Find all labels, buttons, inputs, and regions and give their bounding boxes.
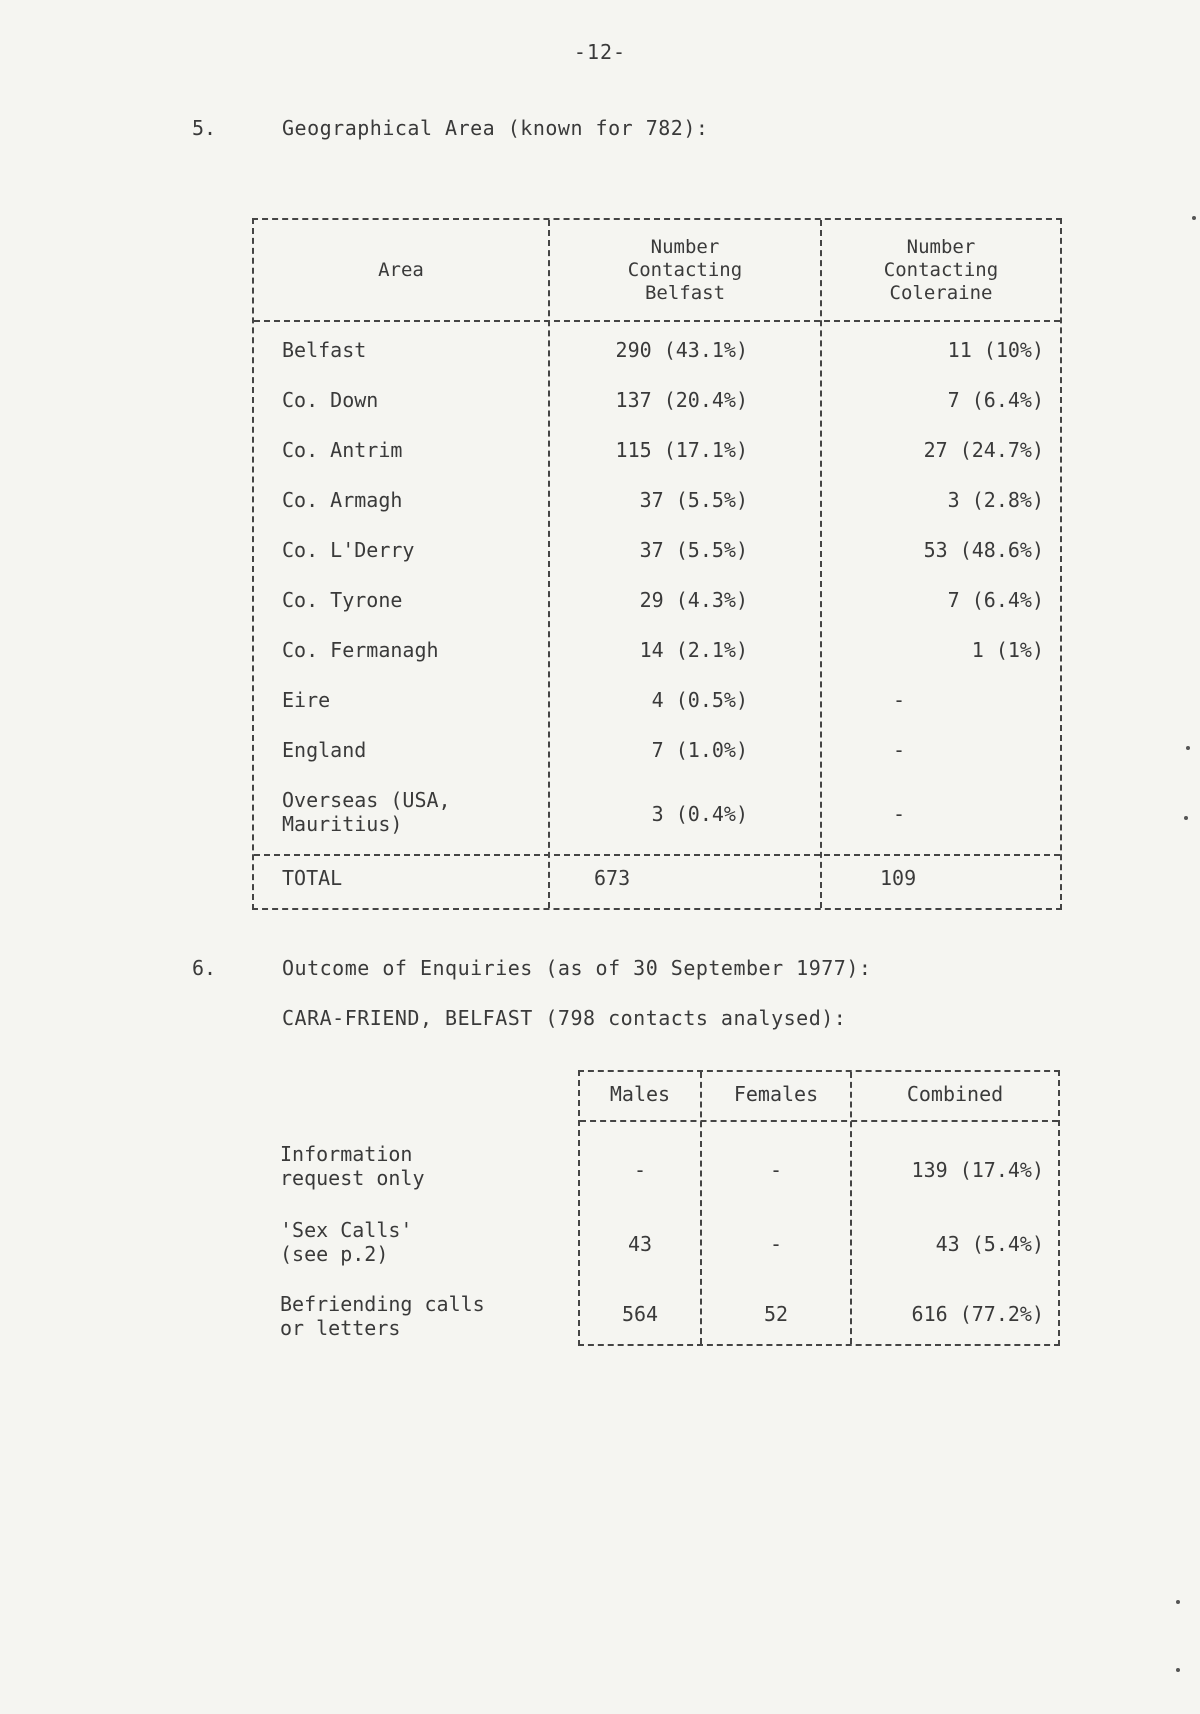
row-coleraine-count: 11 (10%) [947,338,1044,362]
row-belfast-count: 115 (17.1%) [615,438,748,462]
header-coleraine: Number Contacting Coleraine [883,235,999,304]
row-coleraine-count: - [892,688,906,712]
row-coleraine-count: 27 (24.7%) [923,438,1044,462]
outcome-table [578,1070,1060,1346]
row-area: Co. Fermanagh [282,638,439,662]
row-combined: 139 (17.4%) [911,1158,1044,1182]
row-area: Co. Armagh [282,488,403,512]
row-belfast-count: 37 (5.5%) [639,538,748,562]
header-females: Females [733,1082,819,1106]
row-area: Eire [282,688,331,712]
row-area: Co. Antrim [282,438,403,462]
table-row [254,738,1060,788]
paper-speck [1186,746,1190,750]
paper-speck [1176,1668,1180,1672]
row-combined: 43 (5.4%) [935,1232,1044,1256]
table-row [254,438,1060,488]
row-males: - [633,1158,647,1182]
row-area: Co. L'Derry [282,538,415,562]
row-area: Overseas (USA, Mauritius) [282,788,451,836]
row-females: 52 [763,1302,789,1326]
row-females: - [769,1232,783,1256]
row-belfast-count: 37 (5.5%) [639,488,748,512]
paper-speck [1176,1600,1180,1604]
row-area: Co. Down [282,388,379,412]
section-6-title: Outcome of Enquiries (as of 30 September 1977): [282,956,872,980]
row-combined: 616 (77.2%) [911,1302,1044,1326]
total-belfast: 673 [594,866,631,890]
header-belfast: Number Contacting Belfast [627,235,743,304]
table-row [254,388,1060,438]
row-area: Co. Tyrone [282,588,403,612]
row-label: Befriending calls or letters [280,1292,485,1340]
page-number: -12- [573,40,627,64]
row-belfast-count: 14 (2.1%) [639,638,748,662]
section-6-number: 6. [192,956,217,980]
table-row [580,1158,1058,1228]
row-coleraine-count: 3 (2.8%) [947,488,1044,512]
paper-speck [1192,216,1196,220]
table-row [254,638,1060,688]
geographical-area-table [252,218,1062,910]
row-coleraine-count: - [892,802,906,826]
row-belfast-count: 7 (1.0%) [651,738,748,762]
row-label: 'Sex Calls' (see p.2) [280,1218,413,1266]
row-females: - [769,1158,783,1182]
section-6-subtitle: CARA-FRIEND, BELFAST (798 contacts analysed): [282,1006,847,1030]
header-males: Males [609,1082,671,1106]
row-coleraine-count: 7 (6.4%) [947,388,1044,412]
row-label: Information request only [280,1142,425,1190]
row-belfast-count: 29 (4.3%) [639,588,748,612]
total-label: TOTAL [282,866,343,890]
total-coleraine: 109 [880,866,917,890]
row-belfast-count: 3 (0.4%) [651,802,748,826]
section-5-number: 5. [192,116,217,140]
row-coleraine-count: 7 (6.4%) [947,588,1044,612]
row-coleraine-count: 53 (48.6%) [923,538,1044,562]
table-row [254,338,1060,388]
row-coleraine-count: 1 (1%) [971,638,1044,662]
row-males: 43 [627,1232,653,1256]
row-coleraine-count: - [892,738,906,762]
table-row [580,1232,1058,1302]
table-row [254,588,1060,638]
row-belfast-count: 290 (43.1%) [615,338,748,362]
section-5-title: Geographical Area (known for 782): [282,116,709,140]
row-males: 564 [621,1302,659,1326]
row-belfast-count: 4 (0.5%) [651,688,748,712]
table-row [580,1302,1058,1372]
header-combined: Combined [906,1082,1004,1106]
row-belfast-count: 137 (20.4%) [615,388,748,412]
header-area: Area [378,258,424,281]
table-row [254,788,1060,848]
table-row [254,538,1060,588]
table-row [254,488,1060,538]
table-row [254,688,1060,738]
paper-speck [1184,816,1188,820]
row-area: England [282,738,367,762]
row-area: Belfast [282,338,367,362]
